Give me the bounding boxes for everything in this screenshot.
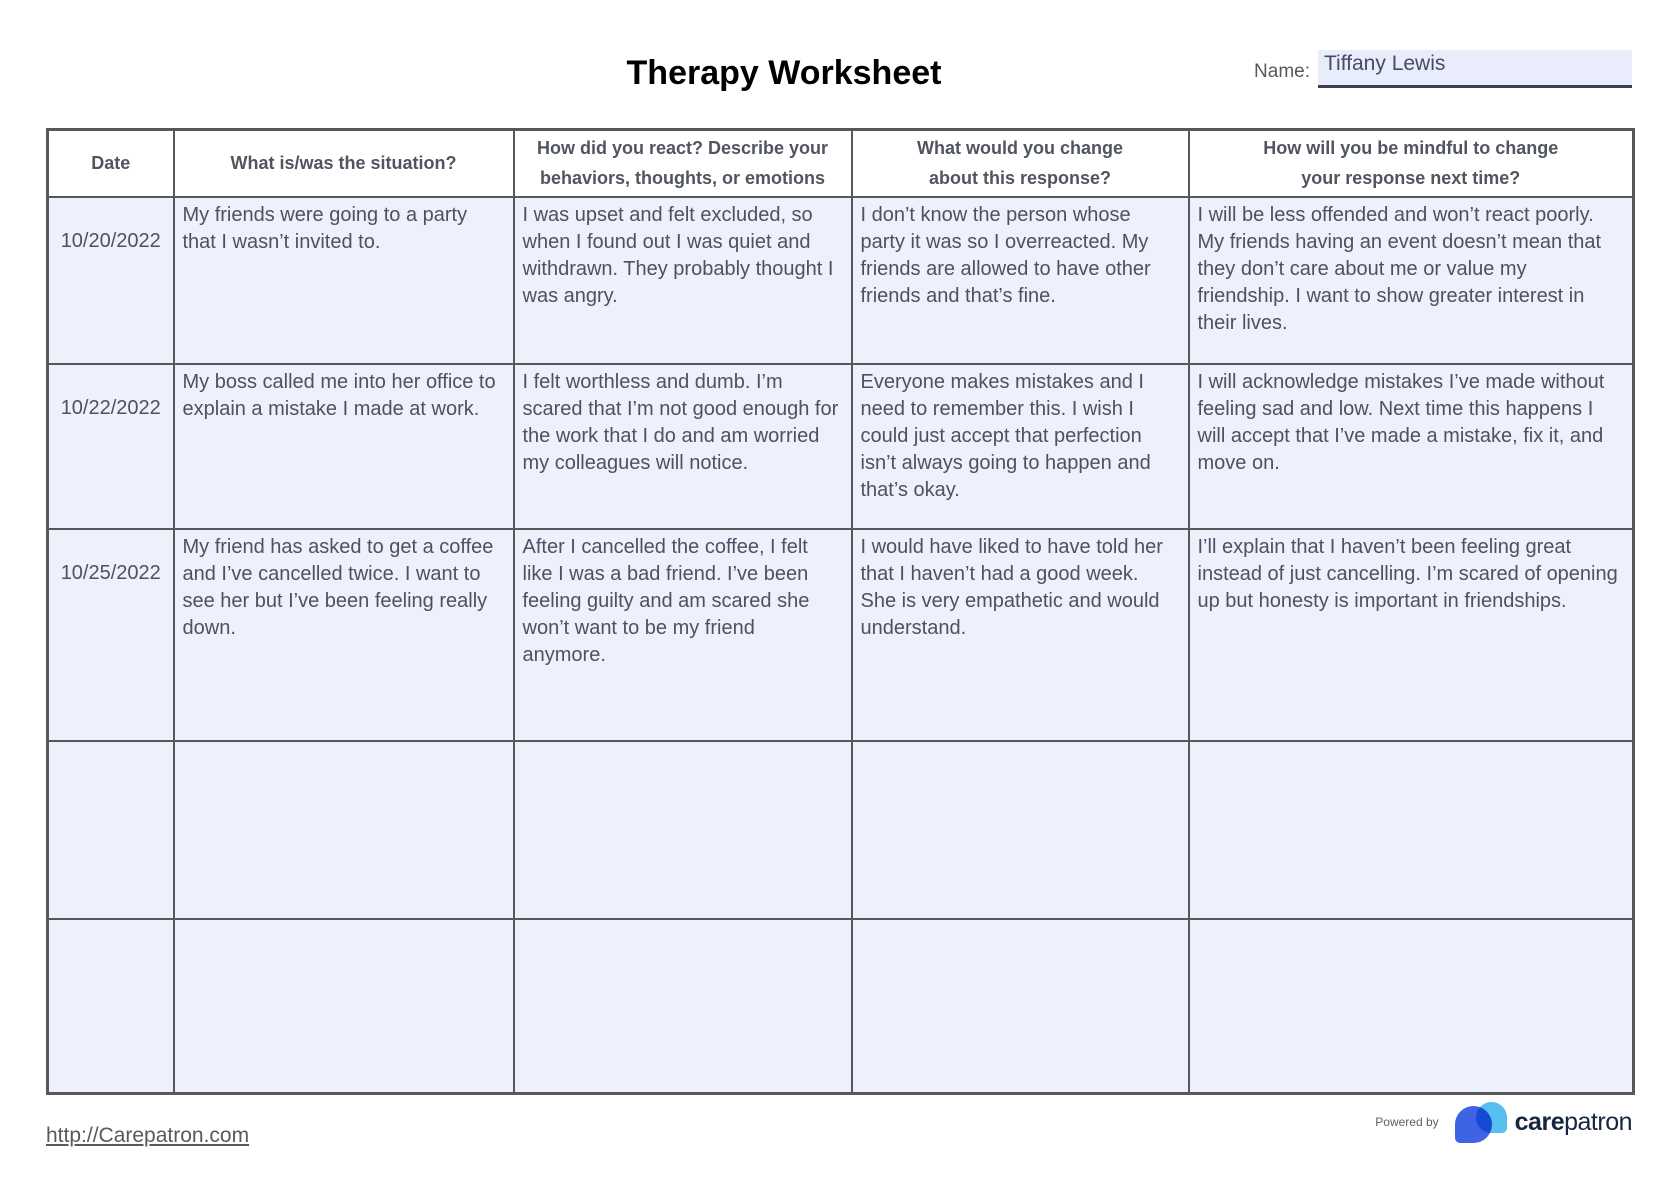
powered-by-label: Powered by (1375, 1115, 1439, 1129)
cell-reaction: After I cancelled the coffee, I felt like I was a bad friend. I’ve been feeling guilty and am scared she won’t want to be my friend anymore. (514, 529, 852, 741)
cell-date: 10/25/2022 (48, 529, 174, 741)
col-header-date: Date (48, 130, 174, 197)
cell-reaction: I felt worthless and dumb. I’m scared that I’m not good enough for the work that I do and am worried my colleagues will notice. (514, 364, 852, 529)
carepatron-logo-icon (1455, 1100, 1509, 1144)
page-title: Therapy Worksheet (626, 54, 942, 92)
cell-change[interactable] (852, 919, 1189, 1094)
cell-date: 10/20/2022 (48, 197, 174, 364)
cell-situation[interactable] (174, 741, 514, 919)
header-row (48, 130, 1634, 197)
cell-situation: My friend has asked to get a coffee and I’ve cancelled twice. I want to see her but I’ve been feeling really down. (174, 529, 514, 741)
col-header-change: What would you change about this response? (852, 130, 1189, 197)
cell-mindful: I will acknowledge mistakes I’ve made without feeling sad and low. Next time this happens I will accept that I’ve made a mistake, fix it, and move on. (1189, 364, 1634, 529)
cell-change: Everyone makes mistakes and I need to remember this. I wish I could just accept that perfection isn’t always going to happen and that’s okay. (852, 364, 1189, 529)
cell-situation: My boss called me into her office to explain a mistake I made at work. (174, 364, 514, 529)
col-header-situation: What is/was the situation? (174, 130, 514, 197)
cell-change: I would have liked to have told her that I haven’t had a good week. She is very empathetic and would understand. (852, 529, 1189, 741)
carepatron-wordmark: carepatron (1514, 1107, 1632, 1136)
cell-mindful[interactable] (1189, 919, 1634, 1094)
name-label: Name: (1254, 61, 1310, 82)
cell-date[interactable] (48, 919, 174, 1094)
table-row (48, 197, 1634, 364)
cell-date[interactable] (48, 741, 174, 919)
cell-reaction[interactable] (514, 741, 852, 919)
cell-mindful[interactable] (1189, 741, 1634, 919)
name-input[interactable] (1318, 50, 1632, 88)
cell-change: I don’t know the person whose party it was so I overreacted. My friends are allowed to have other friends and that’s fine. (852, 197, 1189, 364)
table-row-empty (48, 741, 1634, 919)
name-group (1254, 50, 1632, 88)
cell-mindful: I’ll explain that I haven’t been feeling great instead of just cancelling. I’m scared of opening up but honesty is important in friendships. (1189, 529, 1634, 741)
col-header-reaction: How did you react? Describe your behaviors, thoughts, or emotions (514, 130, 852, 197)
table-row-empty (48, 919, 1634, 1094)
table-row (48, 364, 1634, 529)
cell-date: 10/22/2022 (48, 364, 174, 529)
carepatron-link[interactable]: http://Carepatron.com (46, 1124, 250, 1147)
cell-situation[interactable] (174, 919, 514, 1094)
logo-bubble-right (1476, 1102, 1507, 1133)
therapy-worksheet-table (46, 128, 1635, 1095)
cell-reaction: I was upset and felt excluded, so when I found out I was quiet and withdrawn. They probably thought I was angry. (514, 197, 852, 364)
cell-change[interactable] (852, 741, 1189, 919)
cell-mindful: I will be less offended and won’t react poorly. My friends having an event doesn’t mean that they don’t care about me or value my friendship. I want to show greater interest in their lives. (1189, 197, 1634, 364)
col-header-mindful: How will you be mindful to change your response next time? (1189, 130, 1634, 197)
cell-situation: My friends were going to a party that I wasn’t invited to. (174, 197, 514, 364)
table-row (48, 529, 1634, 741)
cell-reaction[interactable] (514, 919, 852, 1094)
powered-by-block (1375, 1098, 1632, 1146)
